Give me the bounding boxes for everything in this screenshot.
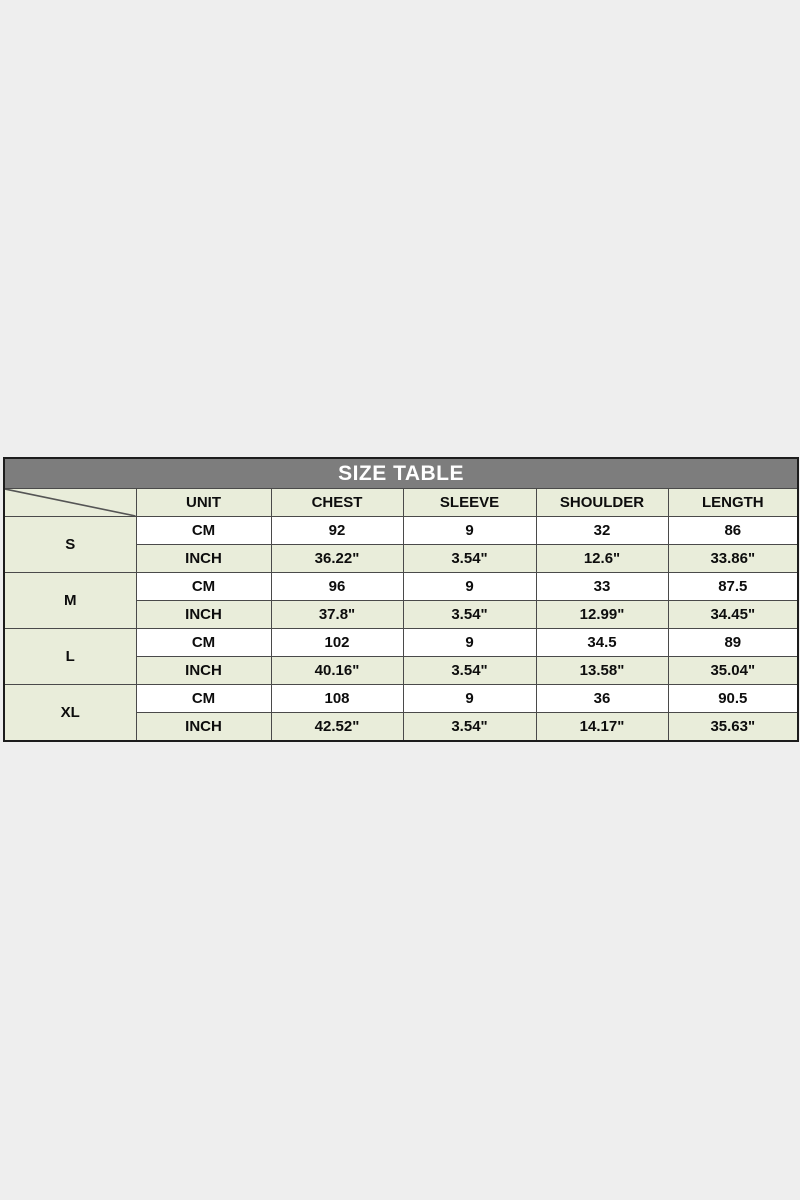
shoulder-value: 13.58" bbox=[536, 657, 668, 685]
unit-cell: INCH bbox=[136, 601, 271, 629]
sleeve-value: 9 bbox=[403, 629, 536, 657]
chest-value: 36.22" bbox=[271, 545, 403, 573]
diagonal-line-icon bbox=[5, 489, 136, 516]
shoulder-value: 12.99" bbox=[536, 601, 668, 629]
sleeve-value: 9 bbox=[403, 573, 536, 601]
chest-value: 96 bbox=[271, 573, 403, 601]
sleeve-value: 3.54" bbox=[403, 601, 536, 629]
corner-diagonal-cell bbox=[4, 489, 136, 517]
unit-cell: CM bbox=[136, 629, 271, 657]
table-row bbox=[4, 573, 798, 601]
column-header-length: LENGTH bbox=[668, 489, 798, 517]
unit-cell: INCH bbox=[136, 657, 271, 685]
column-header-shoulder: SHOULDER bbox=[536, 489, 668, 517]
chest-value: 108 bbox=[271, 685, 403, 713]
length-value: 89 bbox=[668, 629, 798, 657]
length-value: 86 bbox=[668, 517, 798, 545]
length-value: 35.63" bbox=[668, 713, 798, 741]
length-value: 33.86" bbox=[668, 545, 798, 573]
table-row bbox=[4, 629, 798, 657]
length-value: 87.5 bbox=[668, 573, 798, 601]
size-label-m: M bbox=[4, 573, 136, 629]
table-row bbox=[4, 685, 798, 713]
size-label-xl: XL bbox=[4, 685, 136, 741]
chest-value: 37.8" bbox=[271, 601, 403, 629]
sleeve-value: 9 bbox=[403, 685, 536, 713]
chest-value: 92 bbox=[271, 517, 403, 545]
unit-cell: INCH bbox=[136, 545, 271, 573]
chest-value: 42.52" bbox=[271, 713, 403, 741]
table-row bbox=[4, 517, 798, 545]
size-table-title-row bbox=[4, 458, 798, 489]
sleeve-value: 3.54" bbox=[403, 713, 536, 741]
unit-cell: CM bbox=[136, 573, 271, 601]
column-header-sleeve: SLEEVE bbox=[403, 489, 536, 517]
unit-cell: CM bbox=[136, 517, 271, 545]
column-header-chest: CHEST bbox=[271, 489, 403, 517]
size-label-s: S bbox=[4, 517, 136, 573]
length-value: 90.5 bbox=[668, 685, 798, 713]
sleeve-value: 9 bbox=[403, 517, 536, 545]
shoulder-value: 34.5 bbox=[536, 629, 668, 657]
sleeve-value: 3.54" bbox=[403, 545, 536, 573]
chest-value: 40.16" bbox=[271, 657, 403, 685]
size-label-l: L bbox=[4, 629, 136, 685]
shoulder-value: 12.6" bbox=[536, 545, 668, 573]
shoulder-value: 14.17" bbox=[536, 713, 668, 741]
unit-cell: INCH bbox=[136, 713, 271, 741]
unit-cell: CM bbox=[136, 685, 271, 713]
sleeve-value: 3.54" bbox=[403, 657, 536, 685]
length-value: 35.04" bbox=[668, 657, 798, 685]
size-table bbox=[3, 457, 799, 742]
size-table-title: SIZE TABLE bbox=[4, 458, 798, 489]
length-value: 34.45" bbox=[668, 601, 798, 629]
chest-value: 102 bbox=[271, 629, 403, 657]
shoulder-value: 32 bbox=[536, 517, 668, 545]
shoulder-value: 36 bbox=[536, 685, 668, 713]
shoulder-value: 33 bbox=[536, 573, 668, 601]
column-header-unit: UNIT bbox=[136, 489, 271, 517]
size-table-header-row bbox=[4, 489, 798, 517]
